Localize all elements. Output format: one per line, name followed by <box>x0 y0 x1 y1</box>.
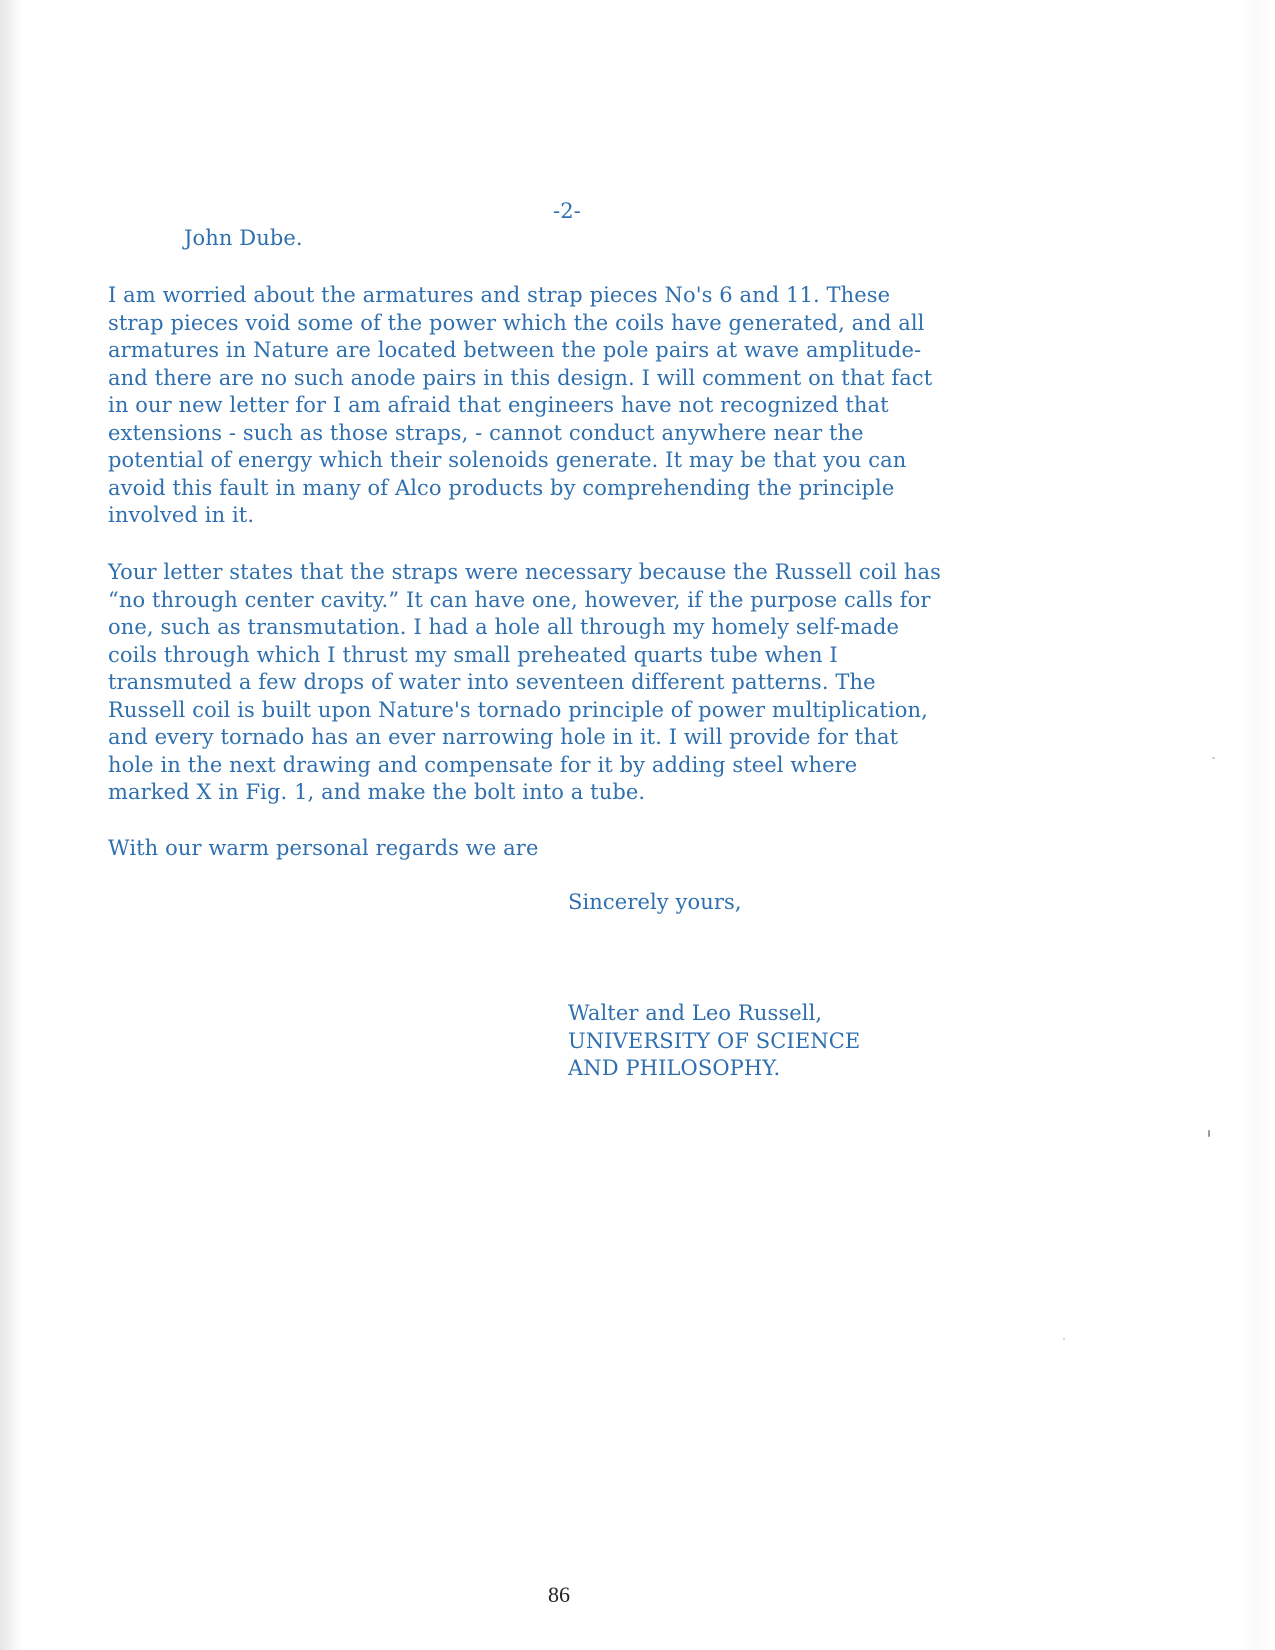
scan-speck <box>1208 1130 1210 1137</box>
page-number: 86 <box>548 1582 570 1607</box>
text-line: armatures in Nature are located between the pole pairs at wave amplitude- <box>108 338 922 362</box>
text-line: one, such as transmutation. I had a hole all through my homely self-made <box>108 615 900 639</box>
text-line: With our warm personal regards we are <box>108 836 539 860</box>
paragraph-regards <box>108 835 1038 863</box>
text-line: involved in it. <box>108 503 255 527</box>
paragraph-center-cavity <box>108 559 1038 807</box>
signature-block <box>568 1000 860 1083</box>
recipient-name: John Dube. <box>184 226 303 250</box>
text-line: and every tornado has an ever narrowing hole in it. I will provide for that <box>108 725 899 749</box>
signature-line: UNIVERSITY OF SCIENCE <box>568 1028 861 1053</box>
text-line: I am worried about the armatures and strap pieces No's 6 and 11. These <box>108 283 891 307</box>
text-line: coils through which I thrust my small preheated quarts tube when I <box>108 642 838 667</box>
text-line: in our new letter for I am afraid that engineers have not recognized that <box>108 393 889 417</box>
closing: Sincerely yours, <box>568 890 742 914</box>
page-marker: -2- <box>553 199 581 223</box>
signature-line: AND PHILOSOPHY. <box>568 1056 781 1080</box>
text-line: “no through center cavity.” It can have one, however, if the purpose calls for <box>108 587 931 612</box>
text-line: potential of energy which their solenoids generate. It may be that you can <box>108 448 907 472</box>
scan-speck <box>1063 1338 1065 1340</box>
text-line: Your letter states that the straps were necessary because the Russell coil has <box>108 560 941 584</box>
scan-speck <box>1212 757 1215 759</box>
text-line: marked X in Fig. 1, and make the bolt into a tube. <box>108 780 646 804</box>
text-line: strap pieces void some of the power which the coils have generated, and all <box>108 310 925 335</box>
text-line: transmuted a few drops of water into seventeen different patterns. The <box>108 670 876 694</box>
text-line: avoid this fault in many of Alco products by comprehending the principle <box>108 475 895 500</box>
text-line: and there are no such anode pairs in this design. I will comment on that fact <box>108 365 933 390</box>
text-line: extensions - such as those straps, - cannot conduct anywhere near the <box>108 420 864 445</box>
text-line: hole in the next drawing and compensate for it by adding steel where <box>108 752 858 777</box>
text-line: Russell coil is built upon Nature's tornado principle of power multiplication, <box>108 697 928 722</box>
signature-line: Walter and Leo Russell, <box>568 1001 823 1025</box>
paragraph-armatures <box>108 282 1038 530</box>
